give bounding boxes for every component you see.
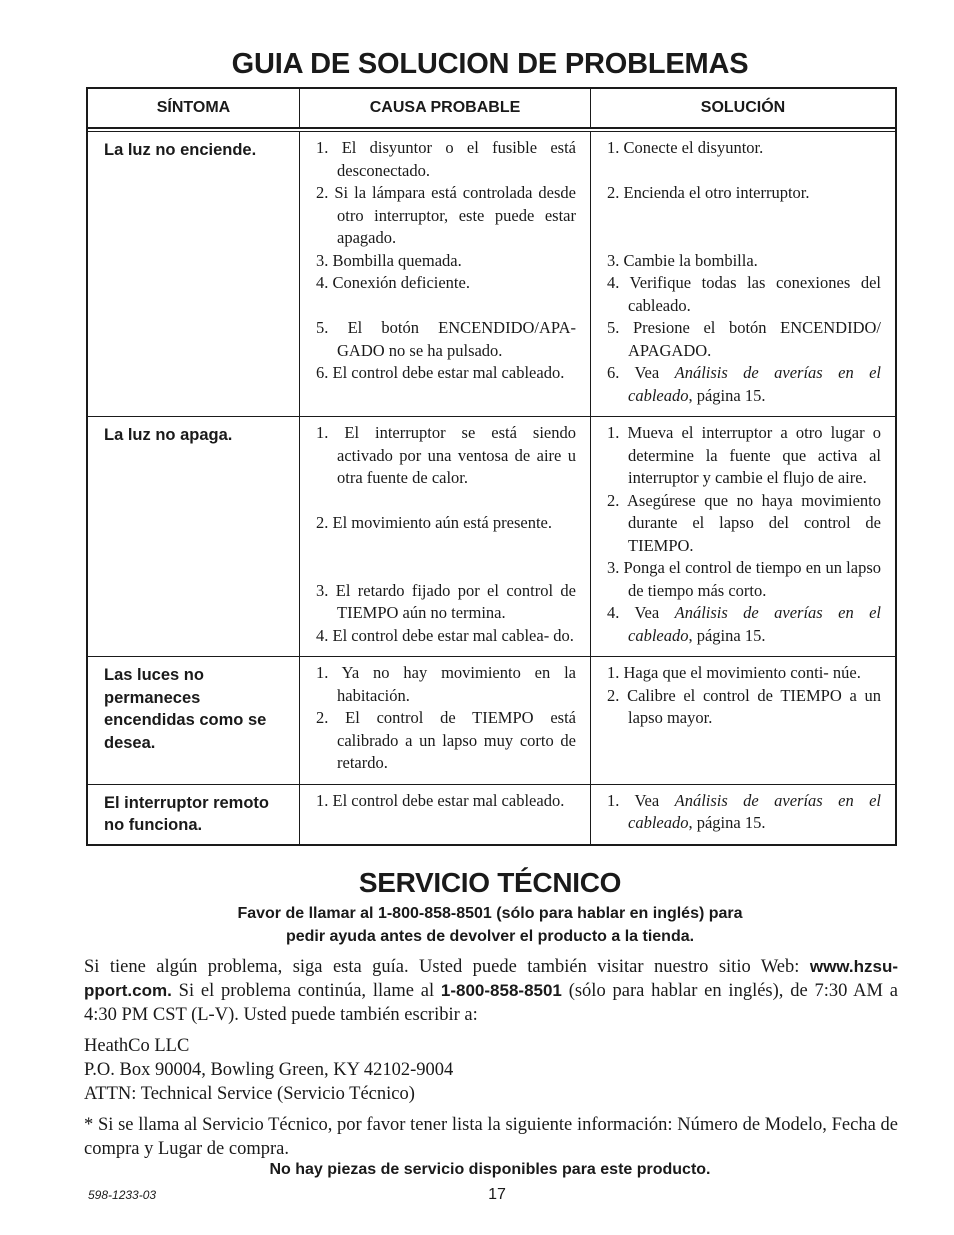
- solution-prefix: 4. Vea: [607, 603, 675, 622]
- paragraph-text: Si tiene algún problema, siga esta guía. Usted puede también visitar nuestro sitio Web:: [84, 957, 810, 977]
- solution-item: 1. Mueva el interruptor a otro lugar o determine la fuente que activa al interruptor y cambie el flujo de aire.: [607, 423, 881, 487]
- callout-line: pedir ayuda antes de devolver el producto a la tienda.: [285, 928, 695, 945]
- cause-cell: [300, 785, 591, 844]
- solution-item: 1. Conecte el disyuntor.: [607, 138, 764, 157]
- solution-prefix: 1. Vea: [607, 790, 675, 810]
- service-title: SERVICIO TÉCNICO: [358, 867, 622, 898]
- troubleshooting-title: GUIA DE SOLUCION DE PROBLEMAS: [231, 48, 749, 80]
- solution-item: 1. Haga que el movimiento conti- núe.: [607, 663, 861, 682]
- no-parts-notice: No hay piezas de servicio disponibles para este producto.: [269, 1161, 711, 1178]
- solution-item: 4. Verifique todas las conexiones del cableado.: [607, 273, 881, 315]
- troubleshooting-table: [86, 87, 897, 846]
- paragraph-text: (sólo para hablar en inglés), de 7:30 AM a 4:30 PM CST (L-V). Usted puede también escribir a:: [84, 981, 898, 1025]
- website-link[interactable]: www.hzsu- pport.com.: [84, 957, 898, 1000]
- cause-item: 1. El disyuntor o el fusible está desconectado.: [316, 138, 576, 180]
- solution-item: 3. Cambie la bombilla.: [607, 250, 758, 270]
- address-line: ATTN: Technical Service (Servicio Técnico): [84, 1084, 415, 1104]
- solution-item: 5. Presione el botón ENCENDIDO/ APAGADO.: [607, 318, 881, 360]
- table-row: [88, 417, 895, 657]
- solution-item: [607, 602, 881, 647]
- solution-reference: Análisis de averías en el cableado: [628, 603, 881, 645]
- header-solution: SOLUCIÓN: [700, 99, 786, 116]
- document-code: 598-1233-03: [88, 1188, 157, 1202]
- cause-cell: [300, 132, 591, 416]
- cause-item: 1. Ya no hay movimiento en la habitación.: [316, 663, 576, 705]
- service-callout: [0, 902, 954, 948]
- callout-line: Favor de llamar al 1-800-858-8501 (sólo para hablar en inglés) para: [237, 905, 743, 922]
- cause-cell: [300, 657, 591, 784]
- service-paragraph: [84, 955, 898, 1027]
- mailing-address: [84, 1034, 453, 1106]
- address-line: HeathCo LLC: [84, 1036, 190, 1056]
- cause-item: 2. Si la lámpara está controlada desde otro interruptor, este puede estar apagado.: [316, 183, 576, 247]
- symptom-cell: Las luces no permaneces encendidas como se desea.: [88, 657, 300, 784]
- cause-item: 6. El control debe estar mal cableado.: [316, 363, 565, 382]
- solution-suffix: , página 15.: [688, 385, 766, 405]
- solution-cell: [591, 417, 895, 656]
- solution-reference: Análisis de averías en el cableado: [628, 363, 881, 405]
- phone-number: 1-800-858-8501: [440, 981, 562, 1000]
- table-header: [88, 89, 895, 129]
- symptom-cell: El interruptor remoto no funciona.: [88, 785, 300, 844]
- solution-suffix: , página 15.: [688, 813, 766, 832]
- solution-item: 2. Asegúrese que no haya movimiento durante el lapso del control de TIEMPO.: [607, 490, 881, 555]
- header-cause: CAUSA PROBABLE: [300, 89, 591, 127]
- page-number: 17: [488, 1186, 506, 1203]
- symptom-cell: La luz no enciende.: [88, 132, 300, 416]
- paragraph-text: Si el problema continúa, llame al: [171, 981, 441, 1001]
- cause-item: 3. El retardo fijado por el control de TIEMPO aún no termina.: [316, 580, 576, 622]
- solution-item: 2. Encienda el otro interruptor.: [607, 183, 810, 202]
- service-note: * Si se llama al Servicio Técnico, por favor tener lista la siguiente información: Número de Modelo, Fecha de compra y Lugar de compra.: [84, 1115, 898, 1159]
- cause-item: 2. El movimiento aún está presente.: [316, 513, 552, 532]
- cause-item: 3. Bombilla quemada.: [316, 250, 462, 270]
- cause-cell: [300, 417, 591, 656]
- solution-item: [607, 790, 881, 835]
- header-symptom: SÍNTOMA: [88, 89, 300, 127]
- solution-suffix: , página 15.: [688, 625, 766, 645]
- solution-prefix: 6. Vea: [607, 363, 675, 382]
- cause-item: 1. El control debe estar mal cableado.: [316, 790, 565, 810]
- solution-cell: [591, 132, 895, 416]
- solution-item: [607, 362, 881, 407]
- solution-cell: [591, 657, 895, 784]
- cause-item: 4. Conexión deficiente.: [316, 273, 470, 292]
- cause-item: 4. El control debe estar mal cablea- do.: [316, 625, 574, 645]
- table-row: [88, 657, 895, 785]
- table-row: [88, 785, 895, 844]
- solution-cell: [591, 785, 895, 844]
- solution-reference: Análisis de averías en el cableado: [628, 790, 881, 832]
- cause-item: 2. El control de TIEMPO está calibrado a un lapso muy corto de retardo.: [316, 708, 576, 772]
- solution-item: 3. Ponga el control de tiempo en un lapso de tiempo más corto.: [607, 558, 881, 600]
- symptom-cell: La luz no apaga.: [88, 417, 300, 656]
- solution-item: 2. Calibre el control de TIEMPO a un lapso mayor.: [607, 685, 881, 727]
- cause-item: 1. El interruptor se está siendo activado por una ventosa de aire u otra fuente de calor.: [316, 423, 576, 487]
- address-line: P.O. Box 90004, Bowling Green, KY 42102-9004: [84, 1060, 454, 1080]
- table-row: [88, 132, 895, 417]
- cause-item: 5. El botón ENCENDIDO/APA- GADO no se ha pulsado.: [316, 318, 576, 360]
